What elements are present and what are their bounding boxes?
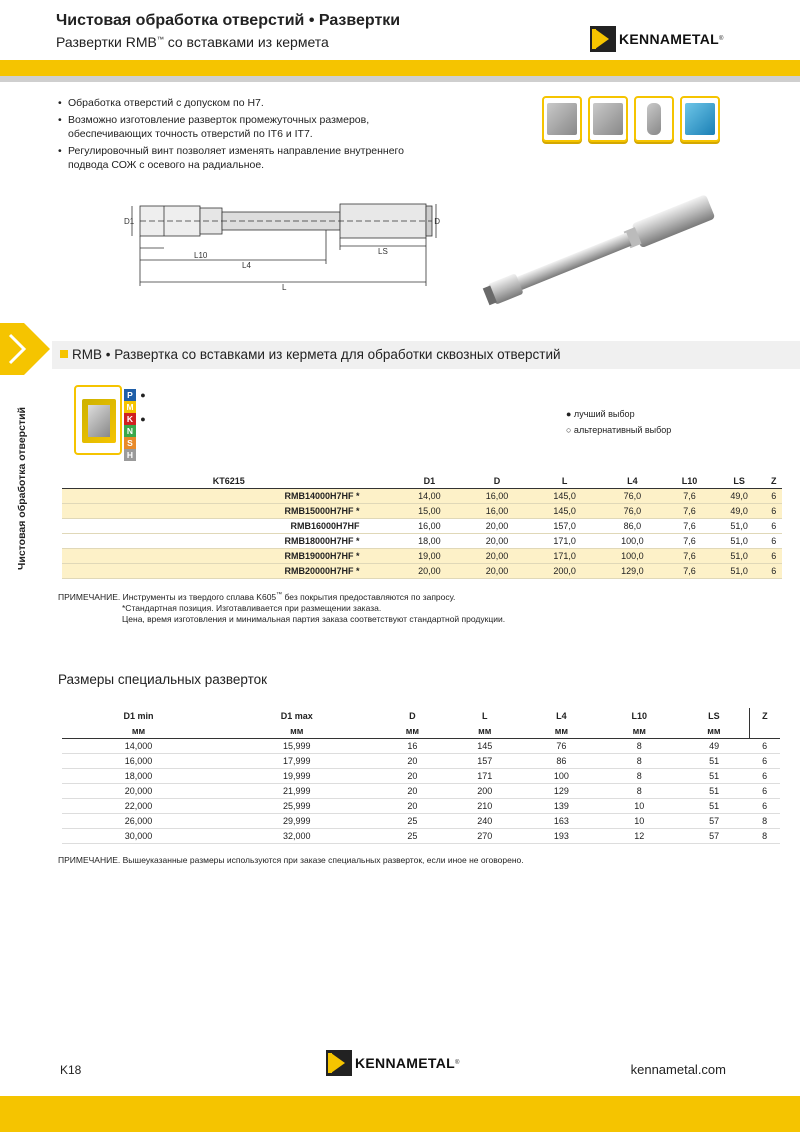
column-header: L: [481, 711, 488, 721]
table-cell: 16,00: [396, 518, 464, 533]
iso-s-label: S: [124, 437, 136, 449]
table-cell: 16,00: [463, 503, 531, 518]
table-cell: 7,6: [666, 548, 713, 563]
iso-m-mark: [136, 401, 150, 413]
table-cell: 20,00: [463, 563, 531, 578]
table-cell: 200: [446, 783, 523, 798]
kennametal-logo: [590, 26, 723, 52]
iso-s-mark: [136, 437, 150, 449]
table-cell: 76: [523, 738, 600, 753]
table-cell: 171,0: [531, 533, 599, 548]
table-cell: 8: [600, 753, 679, 768]
table-cell: 100: [523, 768, 600, 783]
table-row: [62, 753, 780, 768]
trademark-mark: ™: [156, 36, 164, 44]
column-header: L10: [666, 474, 713, 488]
header-grey-band: [0, 76, 800, 82]
side-section-label: [14, 380, 34, 570]
table-cell: 20,00: [463, 548, 531, 563]
feature-item: • Возможно изготовление разверток промежуточных размеров, обеспечивающих точность отверстий по IT6 и IT7.: [58, 113, 418, 141]
table-cell: 20: [378, 753, 446, 768]
dim-l10-label: L10: [194, 251, 208, 260]
table-units-row: [62, 724, 780, 738]
feature-list: [58, 96, 418, 175]
table-cell: 49,0: [713, 503, 766, 518]
table-row: [62, 738, 780, 753]
table-cell: 12: [600, 828, 679, 843]
page-subtitle: [56, 34, 329, 50]
table-cell: 10: [600, 798, 679, 813]
iso-p-mark: ●: [140, 390, 146, 400]
product-code-cell: RMB15000H7HF *: [62, 503, 396, 518]
product-code-cell: RMB16000H7HF: [62, 518, 396, 533]
table-cell: 145,0: [531, 488, 599, 503]
table-cell: 51: [679, 783, 750, 798]
table-cell: 19,999: [215, 768, 378, 783]
table-cell: 157,0: [531, 518, 599, 533]
dim-l4-label: L4: [242, 261, 251, 270]
legend-best-choice: ● лучший выбор: [566, 409, 635, 419]
table-cell: 129,0: [599, 563, 667, 578]
table-cell: 30,000: [62, 828, 215, 843]
feature-item: • Обработка отверстий с допуском по H7.: [58, 96, 418, 110]
table-cell: 51: [679, 798, 750, 813]
table-header-row: [62, 474, 782, 488]
side-label-text: Чистовая обработка отверстий: [16, 407, 28, 570]
table-cell: 49,0: [713, 488, 766, 503]
iso-h-label: H: [124, 449, 136, 461]
iso-p-label: P: [124, 389, 136, 401]
table-cell: 16,00: [463, 488, 531, 503]
dim-d1-label: D1: [124, 217, 135, 226]
table-row: [62, 783, 780, 798]
table-cell: 200,0: [531, 563, 599, 578]
table-cell: 8: [749, 813, 780, 828]
table-cell: 21,999: [215, 783, 378, 798]
product-code-cell: RMB18000H7HF *: [62, 533, 396, 548]
iso-n-mark: [136, 425, 150, 437]
table-cell: 22,000: [62, 798, 215, 813]
unit-header: мм: [523, 724, 600, 738]
column-header: D: [463, 474, 531, 488]
unit-header: мм: [378, 724, 446, 738]
table-row: [62, 488, 782, 503]
table-cell: 6: [765, 548, 782, 563]
table-cell: 20: [378, 783, 446, 798]
table-cell: 10: [600, 813, 679, 828]
table-cell: 171,0: [531, 548, 599, 563]
table-cell: 15,999: [215, 738, 378, 753]
dim-d-label: D: [434, 217, 440, 226]
table-cell: 26,000: [62, 813, 215, 828]
table-cell: 76,0: [599, 503, 667, 518]
column-header: L4: [599, 474, 667, 488]
footer-kennametal-logo: [326, 1050, 459, 1076]
application-icons: [542, 96, 720, 142]
iso-material-chart: [124, 389, 154, 461]
table-cell: 6: [749, 768, 780, 783]
table-row: [62, 548, 782, 563]
table-cell: 7,6: [666, 503, 713, 518]
table-row: [62, 518, 782, 533]
note-line: [58, 590, 505, 603]
column-header: L4: [556, 711, 567, 721]
subtitle-text: Развертки RMB: [56, 34, 157, 50]
table-cell: 163: [523, 813, 600, 828]
table-cell: 25,999: [215, 798, 378, 813]
column-header: D: [409, 711, 416, 721]
product-code-cell: RMB19000H7HF *: [62, 548, 396, 563]
table-cell: 20: [378, 768, 446, 783]
column-header: D1 max: [280, 711, 313, 721]
table-cell: 139: [523, 798, 600, 813]
feature-item: • Регулировочный винт позволяет изменять направление внутреннего подвода СОЖ с осевого на радиальное.: [58, 144, 418, 172]
coolant-icon: [680, 96, 720, 142]
selection-legend: [566, 406, 671, 438]
table-row: [62, 563, 782, 578]
note-line: *Стандартная позиция. Изготавливается при размещении заказа.: [122, 602, 382, 613]
column-header: L: [531, 474, 599, 488]
iso-m-label: M: [124, 401, 136, 413]
column-header: Z: [749, 708, 780, 724]
through-hole-icon: [542, 96, 582, 142]
table-cell: 49: [679, 738, 750, 753]
section-title-text: RMB • Развертка со вставками из кермета для обработки сквозных отверстий: [72, 347, 561, 362]
table-cell: 25: [378, 813, 446, 828]
table-cell: 6: [749, 783, 780, 798]
table-cell: 51,0: [713, 533, 766, 548]
note-line: Цена, время изготовления и минимальная партия заказа соответствуют стандартной продукции.: [122, 613, 506, 624]
product-table: [62, 474, 782, 579]
table-row: [62, 798, 780, 813]
cylinder-icon: [634, 96, 674, 142]
registered-mark: ®: [718, 36, 724, 42]
kennametal-k-icon: [326, 1050, 352, 1076]
iso-h-mark: [136, 449, 150, 461]
note-special: ПРИМЕЧАНИЕ. Вышеуказанные размеры используются при заказе специальных разверток, если иное не оговорено.: [58, 855, 524, 865]
table-cell: 57: [679, 828, 750, 843]
note-text-rest: без покрытия предоставляются по запросу.: [282, 591, 456, 602]
table-cell: 6: [765, 533, 782, 548]
logo-wordmark: KENNAMETAL: [355, 1055, 455, 1071]
table-cell: 6: [749, 738, 780, 753]
section-title: [60, 347, 561, 362]
unit-header: мм: [446, 724, 523, 738]
table-cell: 6: [765, 563, 782, 578]
note-text: ПРИМЕЧАНИЕ. Инструменты из твердого сплава K605: [58, 591, 277, 602]
table-cell: 7,6: [666, 488, 713, 503]
table-cell: 51: [679, 768, 750, 783]
table-cell: 8: [600, 738, 679, 753]
table-row: [62, 533, 782, 548]
page-title: Чистовая обработка отверстий • Развертки: [56, 12, 401, 29]
kennametal-k-icon: [590, 26, 616, 52]
table-row: [62, 768, 780, 783]
column-header: LS: [708, 711, 720, 721]
table-cell: 100,0: [599, 548, 667, 563]
table-cell: 20,00: [396, 563, 464, 578]
iso-n-label: N: [124, 425, 136, 437]
table-cell: 8: [600, 768, 679, 783]
table-cell: 6: [749, 798, 780, 813]
table-cell: 270: [446, 828, 523, 843]
column-header: KT6215: [62, 474, 396, 488]
table-cell: 20,00: [463, 518, 531, 533]
column-header: Z: [765, 474, 782, 488]
table-cell: 8: [600, 783, 679, 798]
table-cell: 7,6: [666, 563, 713, 578]
yellow-square-icon: [60, 350, 68, 358]
trademark-mark: ™: [276, 592, 283, 598]
table-cell: 16,000: [62, 753, 215, 768]
table-header-row: [62, 708, 780, 724]
subtitle-text-rest: со вставками из кермета: [163, 34, 329, 50]
table-cell: 16: [378, 738, 446, 753]
note-block: [58, 590, 505, 625]
table-cell: 18,000: [62, 768, 215, 783]
table-cell: 20,000: [62, 783, 215, 798]
table-cell: 6: [749, 753, 780, 768]
table-cell: 8: [749, 828, 780, 843]
unit-header: мм: [62, 724, 215, 738]
table-cell: 17,999: [215, 753, 378, 768]
table-cell: 210: [446, 798, 523, 813]
dim-l-label: L: [282, 283, 287, 292]
dim-ls-label: LS: [378, 247, 388, 256]
table-cell: 51,0: [713, 548, 766, 563]
footer-yellow-band: [0, 1096, 800, 1132]
table-cell: 240: [446, 813, 523, 828]
table-cell: 86: [523, 753, 600, 768]
table-cell: 7,6: [666, 518, 713, 533]
table-cell: 51,0: [713, 518, 766, 533]
column-header: D1 min: [123, 711, 154, 721]
table-cell: 6: [765, 503, 782, 518]
reamer-product-photo: [470, 188, 730, 318]
table-cell: 20,00: [463, 533, 531, 548]
column-header: D1: [396, 474, 464, 488]
table-cell: 145,0: [531, 503, 599, 518]
table-cell: 32,000: [215, 828, 378, 843]
column-header: L10: [631, 711, 648, 721]
table-row: [62, 813, 780, 828]
table-cell: 15,00: [396, 503, 464, 518]
table-cell: 145: [446, 738, 523, 753]
product-code-cell: RMB14000H7HF *: [62, 488, 396, 503]
page-number: K18: [60, 1063, 82, 1077]
column-header: LS: [713, 474, 766, 488]
table-cell: 51: [679, 753, 750, 768]
website-link[interactable]: kennametal.com: [630, 1062, 726, 1077]
unit-header: мм: [679, 724, 750, 738]
logo-wordmark: KENNAMETAL: [619, 31, 719, 47]
iso-k-label: K: [124, 413, 136, 425]
table-row: [62, 828, 780, 843]
special-sizes-table: [62, 708, 780, 844]
table-cell: 6: [765, 518, 782, 533]
registered-mark: ®: [454, 1060, 460, 1066]
table-cell: 57: [679, 813, 750, 828]
table-cell: 20: [378, 798, 446, 813]
reamer-technical-drawing: [120, 194, 440, 298]
product-code-cell: RMB20000H7HF *: [62, 563, 396, 578]
unit-header: мм: [215, 724, 378, 738]
special-reamers-title: Размеры специальных разверток: [58, 672, 268, 687]
table-cell: 193: [523, 828, 600, 843]
header-yellow-band: [0, 60, 800, 76]
table-cell: 25: [378, 828, 446, 843]
table-cell: 14,00: [396, 488, 464, 503]
table-cell: 6: [765, 488, 782, 503]
iso-k-mark: ●: [140, 414, 146, 424]
table-cell: 171: [446, 768, 523, 783]
legend-alternative-choice: ○ альтернативный выбор: [566, 425, 672, 435]
unit-header: мм: [600, 724, 679, 738]
table-cell: 86,0: [599, 518, 667, 533]
section-chevron-icon: [0, 323, 50, 375]
table-cell: 14,000: [62, 738, 215, 753]
table-cell: 51,0: [713, 563, 766, 578]
table-cell: 7,6: [666, 533, 713, 548]
table-cell: 157: [446, 753, 523, 768]
table-cell: 76,0: [599, 488, 667, 503]
grade-application-icon: [74, 385, 122, 455]
table-cell: 18,00: [396, 533, 464, 548]
table-cell: 129: [523, 783, 600, 798]
table-cell: 29,999: [215, 813, 378, 828]
unit-header-empty: [749, 724, 780, 738]
table-cell: 19,00: [396, 548, 464, 563]
table-cell: 100,0: [599, 533, 667, 548]
table-row: [62, 503, 782, 518]
step-hole-icon: [588, 96, 628, 142]
